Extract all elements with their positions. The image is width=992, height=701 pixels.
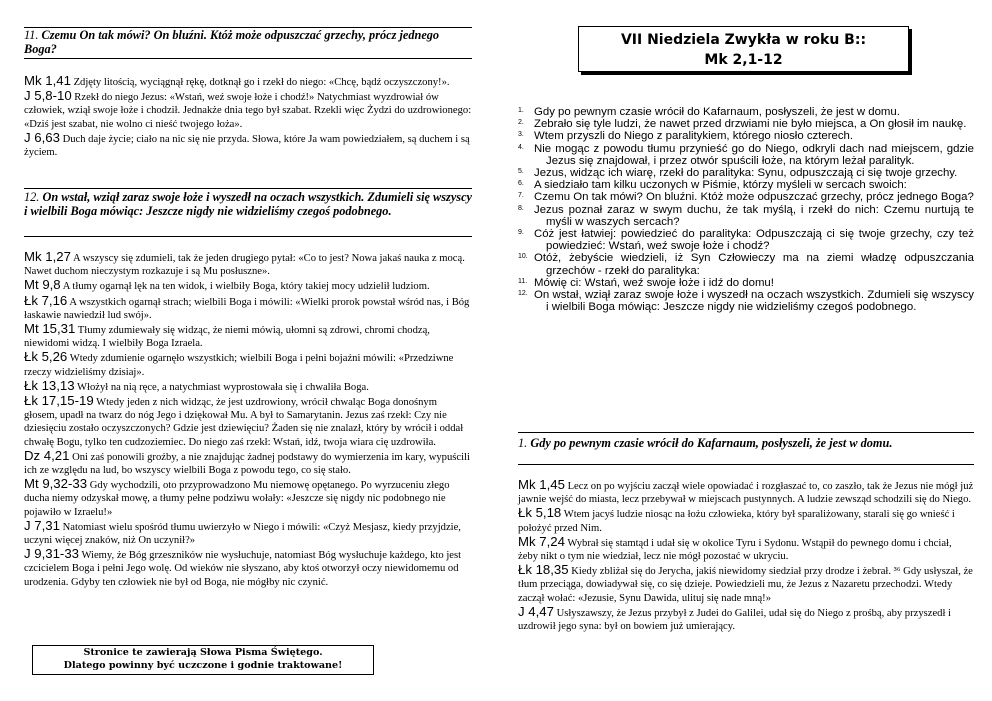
page-title <box>578 26 909 72</box>
verse-text: Wtem jacyś ludzie niosąc na łożu człowieka, który był sparaliżowany, starali się go wnieść i położyć przed Nim. <box>518 509 955 534</box>
verse-text: Zdjęty litością, wyciągnął rękę, dotknął go i rzekł do niego: «Chcę, bądź oczyszczony!». <box>70 77 450 88</box>
divider <box>24 236 472 237</box>
verse-text: A tłumy ogarnął lęk na ten widok, i wielbiły Boga, który takiej mocy udzielił ludziom. <box>60 281 430 293</box>
verse-ref: Łk 18,35 <box>518 562 569 578</box>
notice-line: Dlatego powinny być uczczone i godnie traktowane! <box>63 660 343 671</box>
verse-number: 2. <box>518 119 524 127</box>
verse-text: Wtedy zdumienie ogarnęło wszystkich; wielbili Boga i pełni bojaźni mówili: «Przedziwne rzeczy widzieliśmy dzisiaj». <box>24 353 454 378</box>
divider <box>24 188 472 189</box>
verse-text: Jezus, widząc ich wiarę, rzekł do paralityka: Synu, odpuszczają ci się twoje grzechy. <box>534 167 958 180</box>
verse-ref: Mt 9,32-33 <box>24 476 88 492</box>
gospel-verse <box>518 228 974 252</box>
verse-number: 4. <box>518 143 524 151</box>
verse-ref: Mk 1,41 <box>24 73 71 88</box>
verse-number: 8. <box>518 204 524 212</box>
verse <box>24 350 472 378</box>
verse-text: Wiemy, że Bóg grzeszników nie wysłuchuje, natomiast Bóg wysłuchuje każdego, kto jest czcicielem Boga i pełni Jego wolę. Od wieków nie słyszano, aby ktoś otworzył oczy niewidomemu od urodzenia. Gdyby ten człowiek nie był od Boga, nie mógłby nic czynić. <box>24 550 462 588</box>
gospel-verse <box>518 106 974 118</box>
verse-number: 12. <box>518 290 528 298</box>
verse-ref: Łk 7,16 <box>24 292 68 308</box>
verse <box>24 89 472 131</box>
verse-text: On wstał, wziął zaraz swoje łoże i wyszedł na oczach wszystkich. Zdumieli się wszyscy i wielbili Boga mówiąc: Jeszcze nigdy nie widzieliśmy czegoś podobnego. <box>534 289 974 314</box>
verse-text: Oni zaś ponowili groźby, a nie znajdując żadnej podstawy do wymierzenia im kary, wypuścili ich ze względu na lud, bo wszyscy wielbili Boga z powodu tego, co się stało. <box>24 451 470 477</box>
title-line: Mk 2,1-12 <box>704 52 783 68</box>
verse-ref: J 7,31 <box>24 517 60 533</box>
verse <box>24 250 472 278</box>
verse-number: 10. <box>518 253 528 261</box>
verse-ref: Dz 4,21 <box>24 447 70 463</box>
verse-text: Wtem przyszli do Niego z paralitykiem, którego niosło czterech. <box>534 130 854 143</box>
verses-1 <box>518 478 974 633</box>
verses-12 <box>24 250 472 589</box>
heading-text: On wstał, wziął zaraz swoje łoże i wyszedł na oczach wszystkich. Zdumieli się wszyscy i wielbili Boga mówiąc: Jeszcze nigdy nie widzieliśmy czegoś podobnego. <box>24 190 472 218</box>
gospel-verse <box>518 179 974 191</box>
verse-ref: J 6,63 <box>24 129 60 145</box>
heading-text: Gdy po pewnym czasie wrócił do Kafarnaum, posłyszeli, że jest w domu. <box>530 436 893 450</box>
verse <box>24 74 472 89</box>
verse-ref: Mt 15,31 <box>24 321 76 337</box>
verse <box>24 278 472 293</box>
section-heading-11 <box>24 28 472 56</box>
verse-text: Czemu On tak mówi? On bluźni. Któż może odpuszczać grzechy, prócz jednego Boga? <box>534 191 974 204</box>
verse-ref: Mk 7,24 <box>518 533 565 549</box>
verses-11 <box>24 74 472 159</box>
verse-text: Natomiast wielu spośród tłumu uwierzyło w Niego i mówili: «Czyż Mesjasz, kiedy przyjdzie, uczyni więcej znaków, niż On uczynił?» <box>24 521 461 547</box>
gospel-verse <box>518 277 974 289</box>
gospel-verse <box>518 143 974 167</box>
verse <box>24 379 472 394</box>
verse-text: Usłyszawszy, że Jezus przybył z Judei do Galilei, udał się do Niego z prośbą, aby przyszedł i uzdrowił jego syna: był on bowiem już umierający. <box>518 607 951 633</box>
verse-text: Cóż jest łatwiej: powiedzieć do paralityka: Odpuszczają ci się twoje grzechy, czy też powiedzieć: Wstań, weź swoje łoże i chodź? <box>534 228 974 253</box>
notice-line: Stronice te zawierają Słowa Pisma Świętego. <box>83 647 323 658</box>
verse-text: Kiedy zbliżał się do Jerycha, jakiś niewidomy siedział przy drodze i żebrał. ³⁶ Gdy usłyszał, że tłum przeciąga, dowiadywał się, co się dzieje. Powiedzieli mu, że Jezus z Nazaretu przechodzi. Wtedy zaczął wołać: «Jezusie, Synu Dawida, ulituj się nade mną!» <box>518 566 973 604</box>
gospel-verse <box>518 118 974 130</box>
verse-text: Mówię ci: Wstań, weź swoje łoże i idź do domu! <box>534 276 774 289</box>
verse <box>518 506 974 534</box>
verse-ref: Łk 13,13 <box>24 377 75 393</box>
verse-text: A siedziało tam kilku uczonych w Piśmie, którzy myśleli w sercach swoich: <box>534 179 907 192</box>
verse-number: 5. <box>518 168 524 176</box>
verse-ref: Łk 17,15-19 <box>24 393 94 409</box>
gospel-verse <box>518 130 974 142</box>
verse <box>518 605 974 633</box>
verse-text: Włożył na nią ręce, a natychmiast wyprostowała się i chwaliła Boga. <box>74 381 369 393</box>
verse-text: Tłumy zdumiewały się widząc, że niemi mówią, ułomni są zdrowi, chromi chodzą, niewidomi widzą. I wielbiły Boga Izraela. <box>24 325 430 350</box>
divider <box>24 58 472 59</box>
verse-text: Gdy wychodzili, oto przyprowadzono Mu niemowę opętanego. Po wyrzuceniu złego ducha niemy odzyskał mowę, a tłumy pełne podziwu wołały: «Jeszcze się nigdy nic podobnego nie pojawiło w Izraelu!» <box>24 480 450 518</box>
verse <box>518 535 974 563</box>
verse-number: 3. <box>518 131 524 139</box>
gospel-text <box>518 106 974 313</box>
verse-number: 1. <box>518 107 524 114</box>
verse-text: A wszyscy się zdumieli, tak że jeden drugiego pytał: «Co to jest? Nowa jakaś nauka z mocą. Nawet duchom nieczystym rozkazuje i są Mu posłuszne». <box>24 253 465 278</box>
verse-text: Rzekł do niego Jezus: «Wstań, weź swoje łoże i chodź!» Natychmiast wyzdrowiał ów człowiek, wziął swoje łoże i chodził. Jednakże dnia tego był szabat. Rzekli więc Żydzi do uzdrowionego: «Dziś jest szabat, nie wolno ci nieść twojego łoża». <box>24 92 472 130</box>
verse-text: A wszystkich ogarnął strach; wielbili Boga i mówili: «Wielki prorok powstał wśród nas, i Bóg łaskawie nawiedził lud swój». <box>24 296 470 321</box>
verse-ref: J 4,47 <box>518 603 554 619</box>
heading-number: 1. <box>518 436 528 450</box>
gospel-verse <box>518 204 974 228</box>
verse <box>24 294 472 322</box>
verse <box>24 547 472 589</box>
gospel-verse <box>518 191 974 203</box>
verse <box>518 563 974 605</box>
heading-number: 12. <box>24 190 40 204</box>
verse-ref: Łk 5,18 <box>518 505 562 521</box>
verse <box>24 449 472 477</box>
gospel-verse <box>518 289 974 313</box>
verse-text: Otóż, żebyście wiedzieli, iż Syn Człowieczy ma na ziemi władzę odpuszczania grzechów - rzekł do paralityka: <box>534 252 974 277</box>
heading-text: Czemu On tak mówi? On bluźni. Któż może odpuszczać grzechy, prócz jednego Boga? <box>24 28 440 56</box>
verse-ref: Mt 9,8 <box>24 277 61 293</box>
verse-text: Zebrało się tyle ludzi, że nawet przed drzwiami nie było miejsca, a On głosił im naukę. <box>534 118 967 131</box>
notice-box <box>32 645 374 675</box>
verse-ref: Mk 1,45 <box>518 477 565 492</box>
verse-number: 7. <box>518 192 524 200</box>
verse <box>24 477 472 519</box>
verse <box>24 394 472 449</box>
verse <box>24 322 472 350</box>
title-line: VII Niedziela Zwykła w roku B:: <box>620 32 867 48</box>
section-heading-12 <box>24 190 472 218</box>
verse-text: Wybrał się stamtąd i udał się w okolice Tyru i Sydonu. Wstąpił do pewnego domu i chciał, żeby nikt o tym nie wiedział, lecz nie mógł pozostać w ukryciu. <box>518 537 952 563</box>
verse-text: Duch daje życie; ciało na nic się nie przyda. Słowa, które Ja wam powiedziałem, są duchem i są życiem. <box>24 133 470 159</box>
section-heading-1 <box>518 436 974 450</box>
divider <box>518 432 974 433</box>
verse-text: Jezus poznał zaraz w swym duchu, że tak myślą, i rzekł do nich: Czemu nurtują te myśli w waszych sercach? <box>534 203 974 228</box>
gospel-verse <box>518 252 974 276</box>
verse-ref: J 9,31-33 <box>24 546 79 562</box>
verse-ref: J 5,8-10 <box>24 88 72 104</box>
verse-text: Lecz on po wyjściu zaczął wiele opowiadać i rozgłaszać to, co zaszło, tak że Jezus nie mógł już jawnie wejść do miasta, lecz przebywał w miejscach pustynnych. A ludzie zewsząd schodzili się do Niego. <box>518 481 974 506</box>
verse <box>24 131 472 159</box>
verse-ref: Mk 1,27 <box>24 249 71 264</box>
heading-number: 11. <box>24 28 39 42</box>
verse <box>518 478 974 506</box>
gospel-verse <box>518 167 974 179</box>
verse-number: 11. <box>518 277 528 285</box>
verse-text: Gdy po pewnym czasie wrócił do Kafarnaum, posłyszeli, że jest w domu. <box>534 106 900 118</box>
verse-number: 6. <box>518 180 524 188</box>
verse-ref: Łk 5,26 <box>24 349 68 365</box>
verse-text: Nie mogąc z powodu tłumu przynieść go do Niego, odkryli dach nad miejscem, gdzie Jezus się znajdował, i przez otwór spuścili łoże, na którym leżał paralityk. <box>534 142 974 167</box>
verse-text: Wtedy jeden z nich widząc, że jest uzdrowiony, wrócił chwaląc Boga donośnym głosem, upadł na twarz do nóg Jego i dziękował Mu. A był to Samarytanin. Jezus zaś rzekł: Czy nie dziesięciu zostało oczyszczonych? Gdzie jest dziewięciu? Żaden się nie znalazł, który by wrócił i oddał chwałę Bogu, tylko ten cudzoziemiec. Do niego zaś rzekł: Wstań, idź, twoja wiara cię uzdrowiła. <box>24 397 464 448</box>
verse-number: 9. <box>518 229 524 237</box>
verse <box>24 519 472 547</box>
divider <box>518 464 974 465</box>
